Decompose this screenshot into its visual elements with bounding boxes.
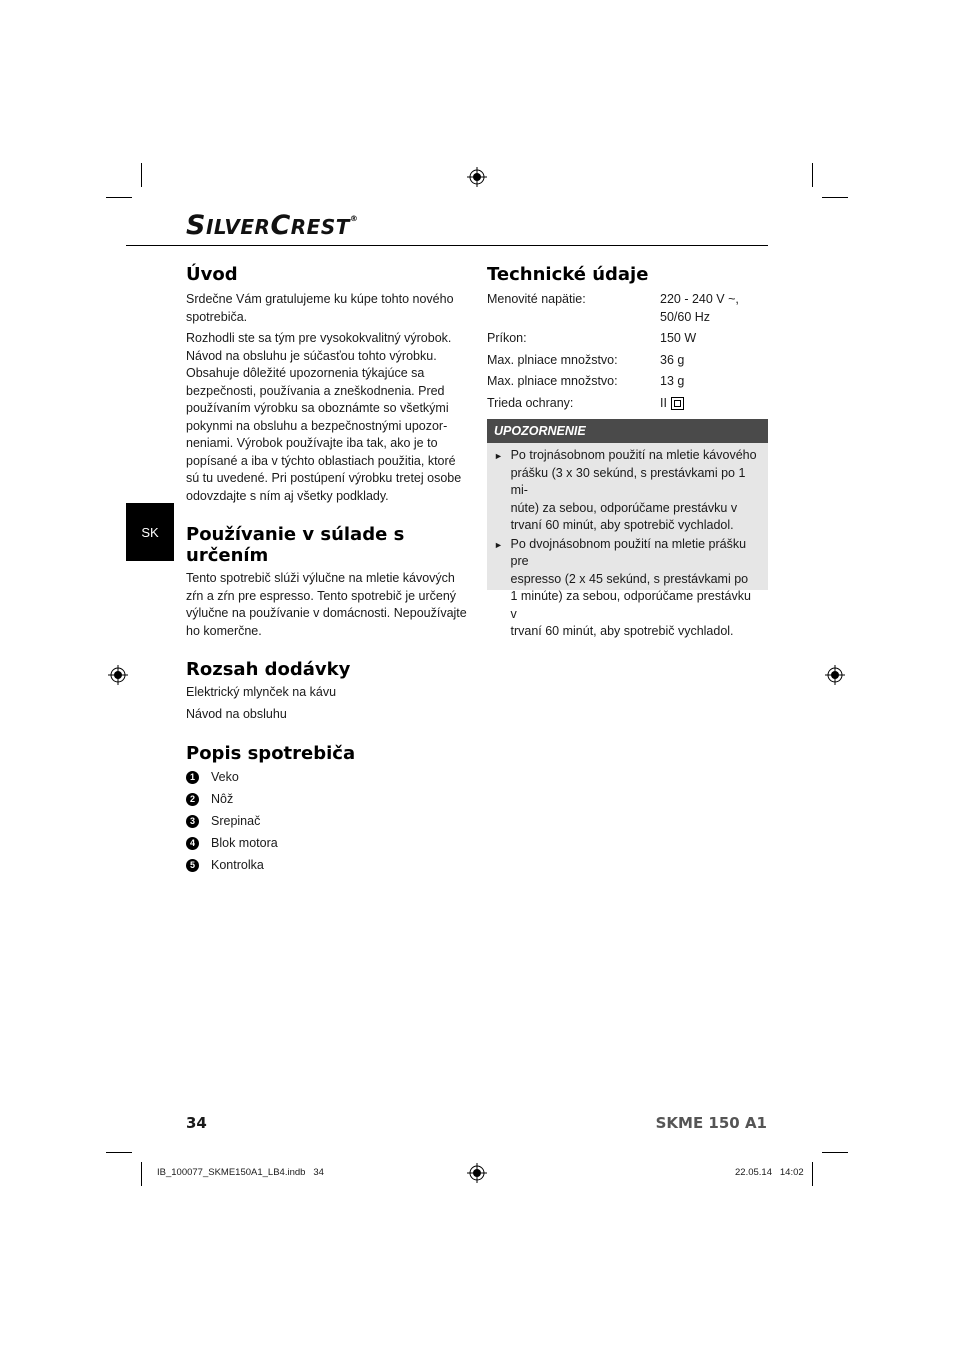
left-column (186, 264, 471, 876)
slug-file: IB_100077_SKME150A1_LB4.indb 34 (157, 1167, 324, 1178)
spec-row: Max. plniace množstvo: 13 g (487, 374, 685, 388)
spec-row: Príkon: 150 W (487, 331, 697, 345)
list-item: Návod na obsluhu (186, 706, 287, 721)
list-item: 3 Srepinač (186, 810, 471, 832)
paragraph: Srdečne Vám gratulujeme ku kúpe tohto nového spotrebiča. (186, 292, 454, 324)
slug-date: 22.05.14 14:02 (735, 1167, 804, 1178)
section-heading-uvod: Úvod (186, 264, 238, 285)
language-tab: SK (126, 503, 174, 561)
warning-box (487, 443, 768, 638)
crop-mark (141, 1162, 142, 1186)
spec-row: Trieda ochrany: II (487, 395, 768, 413)
protection-class-ii-icon (671, 397, 684, 410)
spec-row: Max. plniace množstvo: 36 g (487, 352, 685, 367)
section-heading-pouzivanie: Používanie v súlade s určením (186, 524, 405, 566)
crop-mark (812, 1162, 813, 1186)
paragraph: Rozhodli ste sa tým pre vysokokvalitný výrobok. Návod na obsluhu je súčasťou tohto výrobku. Obsahuje dôležité upozornenia týkajúce sa bezpečnosti, používania a zneškodnenia. Pred používaním výrobku sa oboznámte so všetkými pokynmi na obsluhu a bezpečnostnými upozor- neniami. Výrobok používajte iba tak, ako je to popísané a iba v týchto oblastiach použitia, ktoré sú tu uvedené. Pri postúpení výrobku tretej osobe odovzdajte s ním aj všetky podklady. (186, 331, 462, 503)
header-rule (126, 245, 768, 246)
list-item: 1 Veko (186, 766, 471, 788)
list-item: Elektrický mlynček na kávu (186, 685, 337, 699)
crop-mark (106, 1152, 132, 1153)
number-badge: 2 (186, 793, 199, 806)
silvercrest-logo: SILVERCREST® (186, 210, 359, 241)
warning-item: ► Po dvojnásobnom použití na mletie prášku pre espresso (2 x 45 sekúnd, s prestávkami po 1 minúte) za sebou, odporúčame prestávku v trvaní 60 minút, aby spotrebič vychladol. (494, 536, 760, 641)
paragraph: Tento spotrebič slúži výlučne na mletie kávových zŕn a zŕn pre espresso. Tento spotrebič je určený výlučne na používanie v domácnosti. Nepoužívajte ho komerčne. (186, 571, 467, 638)
crop-mark (822, 197, 848, 198)
section-heading-rozsah: Rozsah dodávky (186, 659, 351, 680)
arrow-icon: ► (494, 539, 503, 550)
registration-mark-icon (825, 665, 845, 685)
arrow-icon: ► (494, 451, 503, 461)
number-badge: 4 (186, 837, 199, 850)
warning-header: UPOZORNENIE (487, 419, 768, 443)
warning-item: ► Po trojnásobnom použití na mletie kávového prášku (3 x 30 sekúnd, s prestávkami po 1 mi- núte) za sebou, odporúčame prestávku v trvaní 60 minút, aby spotrebič vychladol. (494, 447, 760, 535)
crop-mark (106, 197, 132, 198)
registration-mark-icon (467, 167, 487, 187)
registration-mark-icon (467, 1163, 487, 1183)
list-item: 5 Kontrolka (186, 854, 471, 876)
number-badge: 5 (186, 859, 199, 872)
list-item: 2 Nôž (186, 788, 471, 810)
crop-mark (812, 163, 813, 187)
right-column (487, 264, 768, 412)
section-heading-popis: Popis spotrebiča (186, 743, 356, 764)
model-name: SKME 150 A1 (655, 1114, 767, 1132)
crop-mark (822, 1152, 848, 1153)
section-heading-technicke: Technické údaje (487, 264, 649, 285)
number-badge: 1 (186, 771, 199, 784)
spec-row: Menovité napätie: 220 - 240 V ~, 50/60 Hz (487, 292, 739, 324)
registration-mark-icon (108, 665, 128, 685)
list-item: 4 Blok motora (186, 832, 471, 854)
crop-mark (141, 163, 142, 187)
page-number: 34 (186, 1114, 207, 1132)
number-badge: 3 (186, 815, 199, 828)
